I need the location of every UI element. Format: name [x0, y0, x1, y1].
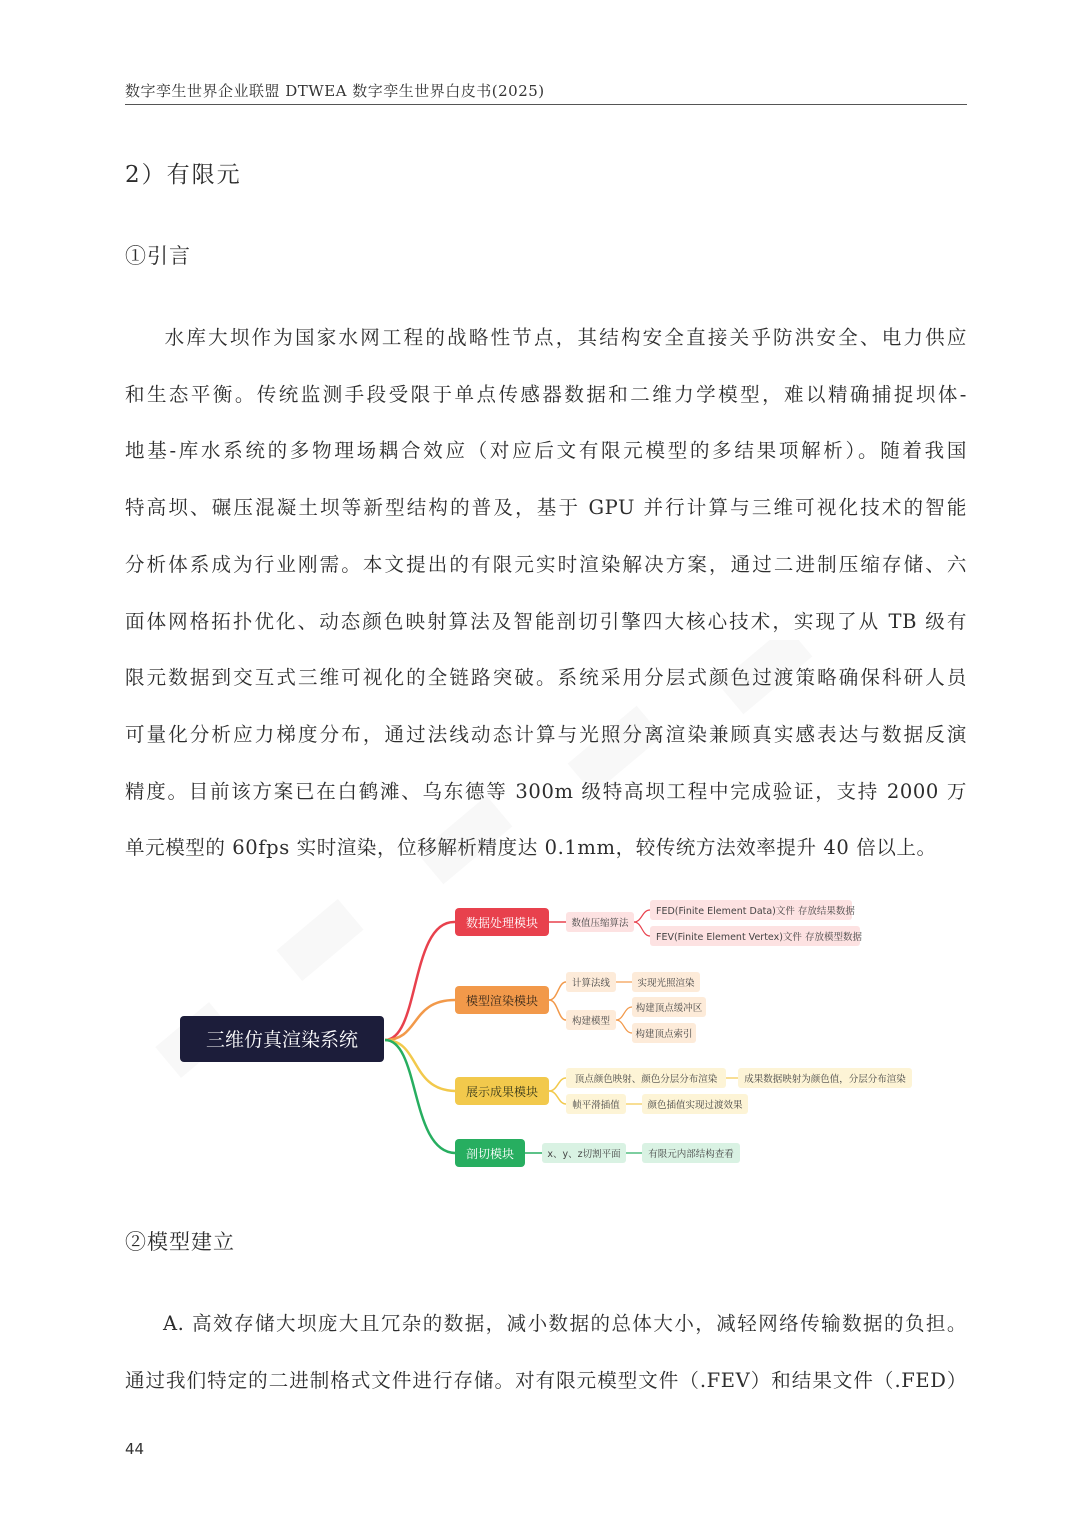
- connector-line: [634, 922, 650, 936]
- text-line: 可量化分析应力梯度分布，通过法线动态计算与光照分离渲染兼顾真实感表达与数据反演: [125, 722, 967, 746]
- text-line: 和生态平衡。传统监测手段受限于单点传感器数据和二维力学模型，难以精确捕捉坝体-: [125, 382, 967, 406]
- mindmap-root-label: 三维仿真渲染系统: [205, 1029, 359, 1051]
- text-line: 水库大坝作为国家水网工程的战略性节点，其结构安全直接关乎防洪安全、电力供应: [163, 326, 967, 349]
- leaf-node-label: 实现光照渲染: [637, 978, 695, 989]
- section-title: 2）有限元: [125, 162, 242, 188]
- sub-node-label: 计算法线: [571, 978, 611, 989]
- text-line: 精度。目前该方案已在白鹤滩、乌东德等 300m 级特高坝工程中完成验证，支持 2000 万: [125, 779, 967, 803]
- text-line: 特高坝、碾压混凝土坝等新型结构的普及，基于 GPU 并行计算与三维可视化技术的智能: [125, 496, 967, 520]
- connector-line: [385, 922, 455, 1040]
- text-line: 地基-库水系统的多物理场耦合效应（对应后文有限元模型的多结果项解析）。随着我国: [125, 439, 967, 463]
- sub-node-label: 顶点颜色映射、颜色分层分布渲染: [574, 1074, 718, 1085]
- connector-line: [634, 910, 650, 922]
- text-line: A. 高效存储大坝庞大且冗杂的数据，减小数据的总体大小，减轻网络传输数据的负担。: [163, 1312, 967, 1335]
- leaf-node-label: 构建顶点索引: [635, 1029, 693, 1040]
- connector-line: [549, 982, 566, 1000]
- sub-node-label: x、y、z切割平面: [547, 1149, 621, 1160]
- branch-label: 剖切模块: [465, 1147, 515, 1161]
- intro-heading: ①引言: [125, 244, 191, 268]
- connector-line: [616, 1020, 632, 1033]
- connector-line: [385, 1040, 455, 1153]
- connector-line: [549, 1000, 566, 1020]
- mindmap-diagram: [0, 880, 1080, 1180]
- text-line: 通过我们特定的二进制格式文件进行存储。对有限元模型文件（.FEV）和结果文件（.FED）: [125, 1368, 967, 1392]
- leaf-node-label: 构建顶点缓冲区: [635, 1003, 703, 1014]
- leaf-node-label: 有限元内部结构查看: [648, 1149, 734, 1160]
- connector-line: [549, 1078, 566, 1091]
- branch-label: 模型渲染模块: [465, 994, 539, 1008]
- text-line: 面体网格拓扑优化、动态颜色映射算法及智能剖切引擎四大核心技术，实现了从 TB 级有: [125, 609, 967, 633]
- text-line: 单元模型的 60fps 实时渲染，位移解析精度达 0.1mm，较传统方法效率提升 40 倍以上。: [125, 836, 937, 860]
- sub-node-label: 数值压缩算法: [571, 918, 629, 929]
- leaf-node-label: 成果数据映射为颜色值，分层分布渲染: [744, 1074, 906, 1085]
- connector-line: [385, 1040, 455, 1091]
- text-line: 分析体系成为行业刚需。本文提出的有限元实时渲染解决方案，通过二进制压缩存储、六: [125, 552, 967, 576]
- connector-line: [616, 1007, 632, 1020]
- leaf-node-label: FEV(Finite Element Vertex)文件 存放模型数据: [656, 932, 862, 943]
- page-number: 44: [125, 1440, 145, 1458]
- connector-line: [549, 1091, 566, 1104]
- header-divider: [125, 104, 967, 105]
- model-heading: ②模型建立: [125, 1230, 235, 1254]
- sub-node-label: 构建模型: [571, 1016, 611, 1027]
- model-paragraph: [125, 1296, 967, 1409]
- branch-label: 展示成果模块: [465, 1085, 539, 1099]
- intro-paragraph: [125, 310, 967, 877]
- text-line: 限元数据到交互式三维可视化的全链路突破。系统采用分层式颜色过渡策略确保科研人员: [125, 666, 967, 690]
- leaf-node-label: 颜色插值实现过渡效果: [647, 1100, 743, 1111]
- branch-label: 数据处理模块: [465, 916, 539, 930]
- page-header: 数字孪生世界企业联盟 DTWEA 数字孪生世界白皮书(2025): [125, 82, 545, 100]
- sub-node-label: 帧平滑插值: [572, 1100, 620, 1111]
- leaf-node-label: FED(Finite Element Data)文件 存放结果数据: [656, 906, 855, 917]
